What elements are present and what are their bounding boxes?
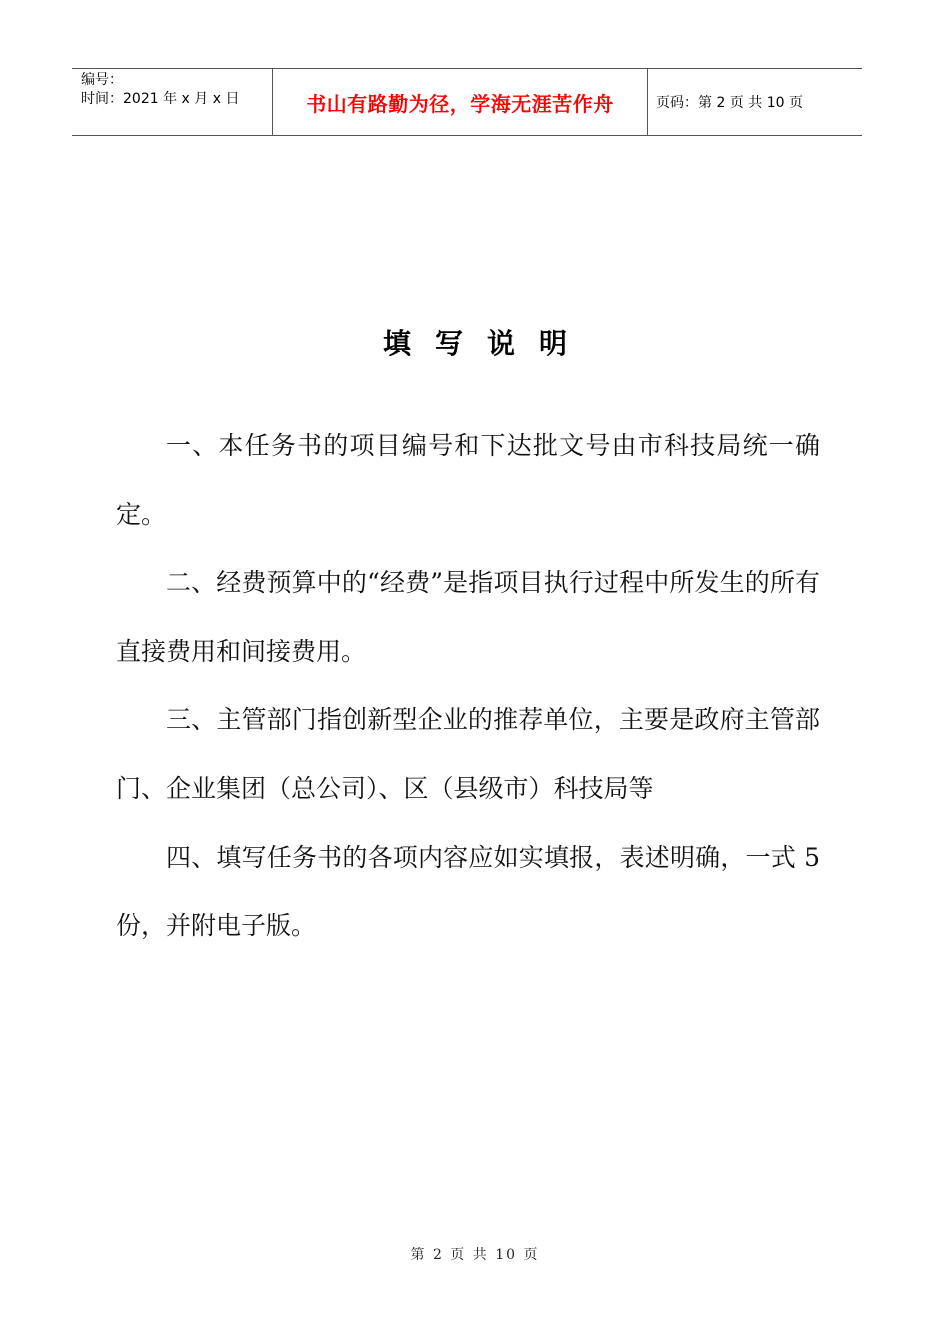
page-header	[72, 68, 862, 136]
number-label: 编号：	[81, 72, 123, 88]
header-meta	[72, 69, 273, 135]
header-motto: 书山有路勤为径，学海无涯苦作舟	[273, 69, 648, 135]
paragraph-1: 一、本任务书的项目编号和下达批文号由市科技局统一确定。	[116, 431, 820, 529]
page-footer: 第 2 页 共 10 页	[410, 1247, 540, 1263]
paragraph-2: 二、经费预算中的“经费”是指项目执行过程中所发生的所有直接费用和间接费用。	[116, 568, 820, 666]
document-body	[116, 412, 820, 961]
header-page-code: 页码：第 2 页 共 10 页	[656, 95, 803, 111]
paragraph-3: 三、主管部门指创新型企业的推荐单位，主要是政府主管部门、企业集团（总公司）、区（县级市）科技局等	[116, 705, 820, 803]
date-label: 时间：2021 年 x 月 x 日	[81, 91, 240, 107]
document-title: 填写说明	[382, 327, 591, 360]
paragraph-4: 四、填写任务书的各项内容应如实填报，表述明确，一式 5 份，并附电子版。	[116, 842, 820, 941]
